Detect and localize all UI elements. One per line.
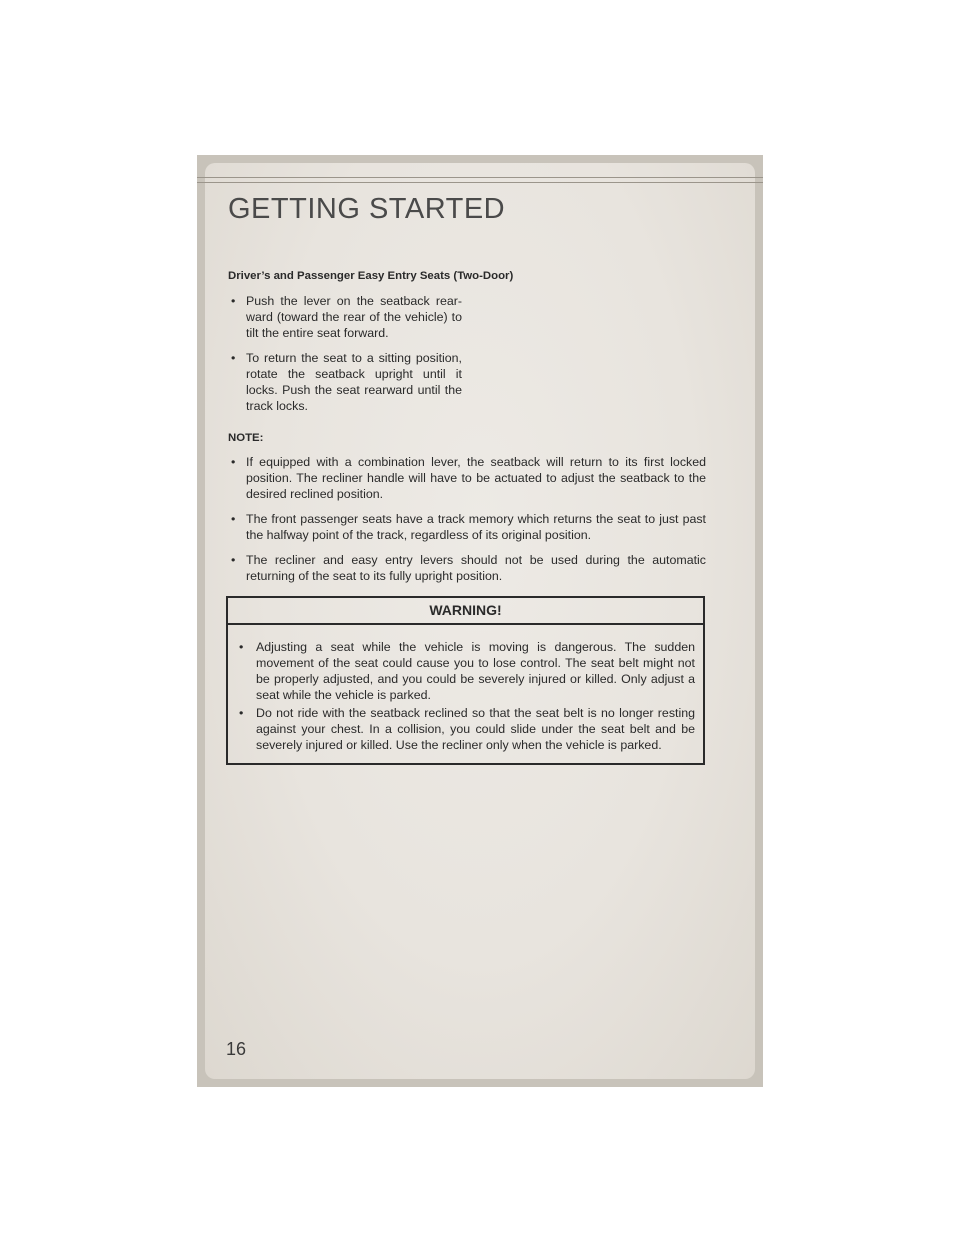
bullet-glyph: • — [231, 553, 236, 567]
page-number: 16 — [226, 1039, 247, 1059]
note-item — [228, 511, 706, 543]
page-content — [228, 268, 706, 765]
section-title: GETTING STARTED — [228, 193, 506, 225]
bullet-glyph: • — [231, 455, 236, 469]
warning-item-text: Do not ride with the seatback reclined so that the seat belt is no longer resting against your chest. In a collision, you could slide under the seat belt and be severely injured or killed. Use the recliner only when the vehicle is parked. — [256, 706, 695, 752]
warning-title: WARNING! — [228, 598, 703, 625]
bullet-glyph: • — [239, 706, 244, 720]
header-rule-top — [197, 177, 763, 178]
warning-item — [236, 705, 695, 753]
note-item-text: The recliner and easy entry levers should not be used during the automatic returning of the seat to its fully upright position. — [246, 553, 706, 583]
subsection-heading: Driver’s and Passenger Easy Entry Seats (Two-Door) — [228, 270, 514, 282]
list-item — [228, 293, 462, 341]
manual-page — [197, 155, 763, 1087]
warning-item — [236, 639, 695, 703]
note-label: NOTE: — [228, 432, 264, 444]
note-item — [228, 454, 706, 502]
bullet-glyph: • — [231, 294, 236, 308]
bullet-glyph: • — [239, 640, 244, 654]
header-rule-bottom — [197, 182, 763, 183]
list-item — [228, 350, 462, 414]
list-item-text: To return the seat to a sitting position, rotate the seatback upright until it locks. Push the seat rearward until the track locks. — [246, 351, 462, 413]
bullet-glyph: • — [231, 512, 236, 526]
warning-item-text: Adjusting a seat while the vehicle is moving is dangerous. The sudden movement of the seat could cause you to lose control. The seat belt might not be properly adjusted, and you could be severely injured or killed. Only adjust a seat while the vehicle is parked. — [256, 640, 695, 702]
list-item-text: Push the lever on the seatback rear-ward (toward the rear of the vehicle) to tilt the entire seat forward. — [246, 294, 462, 340]
note-item — [228, 552, 706, 584]
note-item-text: If equipped with a combination lever, the seatback will return to its first locked position. The recliner handle will have to be actuated to adjust the seatback to the desired reclined position. — [246, 455, 706, 501]
note-item-text: The front passenger seats have a track memory which returns the seat to just past the halfway point of the track, regardless of its original position. — [246, 512, 706, 542]
warning-body — [228, 625, 703, 763]
warning-box — [226, 596, 705, 765]
bullet-glyph: • — [231, 351, 236, 365]
